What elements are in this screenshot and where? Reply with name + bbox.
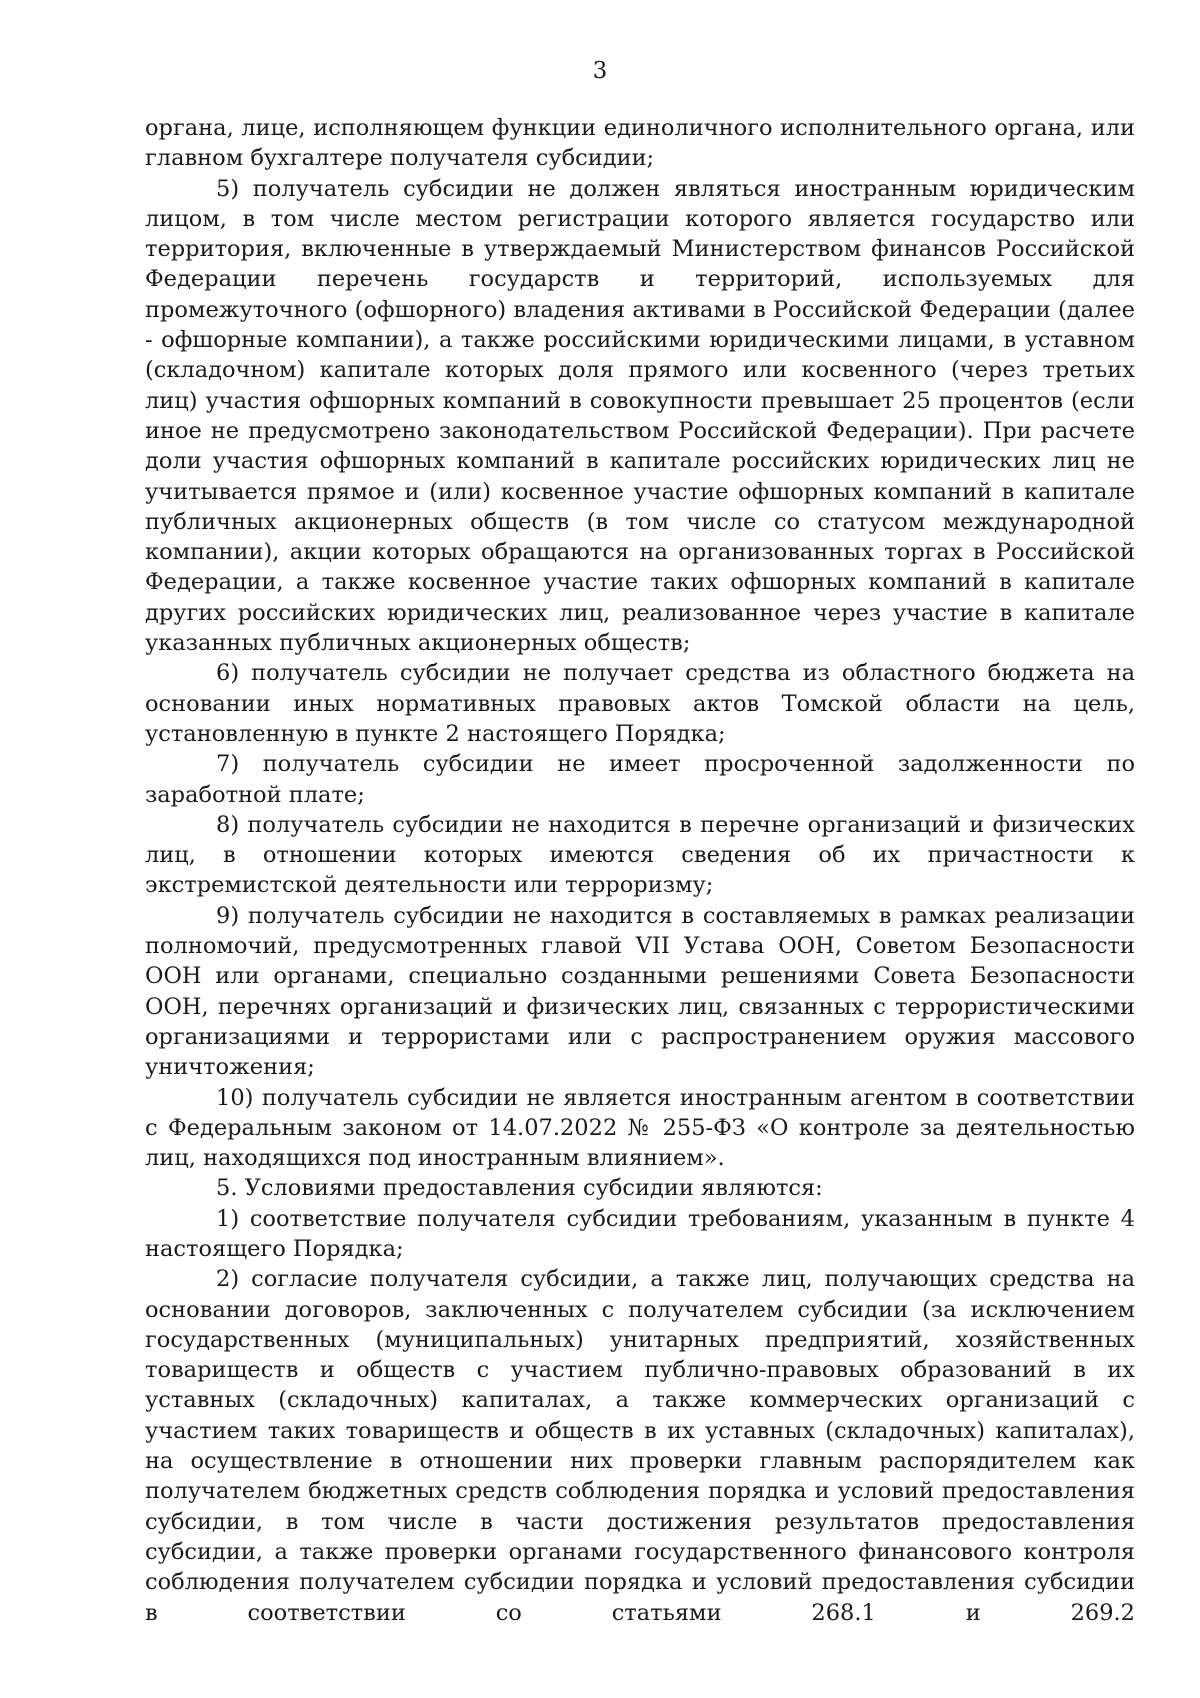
paragraph-condition-1: 1) соответствие получателя субсидии требованиям, указанным в пункте 4 настоящего Порядка;	[145, 1205, 1135, 1262]
paragraph-condition-2: 2) согласие получателя субсидии, а также лиц, получающих средства на основании договоров, заключенных с получателем субсидии (за исключением государственных (муниципальных) унитарных предприятий, хозяйственных товариществ и обществ с участием публично-правовых образований в их уставных (складочных) капиталах, а также коммерческих организаций с участием таких товариществ и обществ в их уставных (складочных) капиталах), на осуществление в отношении них проверки главным распорядителем как получателем бюджетных средств соблюдения порядка и условий предоставления субсидии, в том числе в части достижения результатов предоставления субсидии, а также проверки органами государственного финансового контроля соблюдения получателем субсидии порядка и условий предоставления субсидии в соответствии со статьями 268.1 и 269.2	[145, 1266, 1135, 1626]
paragraph-item-5: 5) получатель субсидии не должен являться иностранным юридическим лицом, в том числе местом регистрации которого является государство или территория, включенные в утверждаемый Министерством финансов Российской Федерации перечень государств и территорий, используемых для промежуточного (офшорного) владения активами в Российской Федерации (далее - офшорные компании), а также российскими юридическими лицами, в уставном (складочном) капитале которых доля прямого или косвенного (через третьих лиц) участия офшорных компаний в совокупности превышает 25 процентов (если иное не предусмотрено законодательством Российской Федерации). При расчете доли участия офшорных компаний в капитале российских юридических лиц не учитывается прямое и (или) косвенное участие офшорных компаний в капитале публичных акционерных обществ (в том числе со статусом международной компании), акции которых обращаются на организованных торгах в Российской Федерации, а также косвенное участие таких офшорных компаний в капитале других российских юридических лиц, реализованное через участие в капитале указанных публичных акционерных обществ;	[145, 175, 1135, 657]
paragraph-continuation: органа, лице, исполняющем функции единоличного исполнительного органа, или главном бухгалтере получателя субсидии;	[145, 115, 1135, 172]
paragraph-item-10: 10) получатель субсидии не является иностранным агентом в соответствии с Федеральным законом от 14.07.2022 № 255-ФЗ «О контроле за деятельностью лиц, находящихся под иностранным влиянием».	[145, 1084, 1135, 1172]
paragraph-section-5-heading: 5. Условиями предоставления субсидии являются:	[216, 1175, 823, 1202]
document-body	[145, 113, 1135, 1628]
paragraph-item-7: 7) получатель субсидии не имеет просроченной задолженности по заработной плате;	[145, 751, 1135, 808]
page-number: 3	[592, 58, 608, 84]
paragraph-item-8: 8) получатель субсидии не находится в перечне организаций и физических лиц, в отношении которых имеются сведения об их причастности к экстремистской деятельности или терроризму;	[145, 811, 1135, 899]
paragraph-item-6: 6) получатель субсидии не получает средства из областного бюджета на основании иных нормативных правовых актов Томской области на цель, установленную в пункте 2 настоящего Порядка;	[145, 660, 1135, 747]
paragraph-item-9: 9) получатель субсидии не находится в составляемых в рамках реализации полномочий, предусмотренных главой VII Устава ООН, Советом Безопасности ООН или органами, специально созданными решениями Совета Безопасности ООН, перечнях организаций и физических лиц, связанных с террористическими организациями и террористами или с распространением оружия массового уничтожения;	[145, 902, 1135, 1081]
